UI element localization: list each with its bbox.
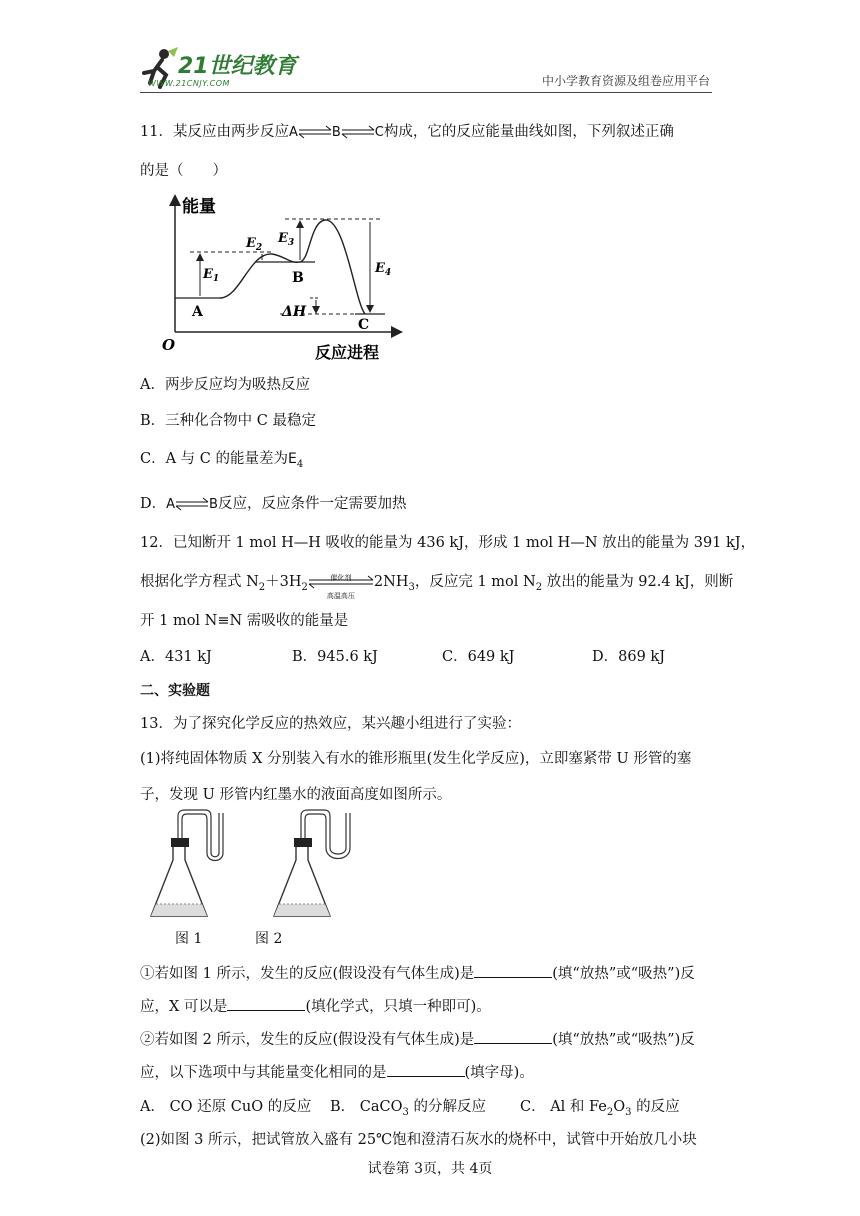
svg-text:E1: $E_1$ xyxy=(203,267,220,284)
figure-2-caption: 图 2 xyxy=(255,931,283,947)
q11-option-b: B．三种化合物中 C 最稳定 xyxy=(140,413,316,429)
reaction-arrow: 催化剂 高温高压 xyxy=(308,571,374,593)
q12-option-c: C．649 kJ xyxy=(442,649,515,665)
q11-option-d: D．A B反应，反应条件一定需要加热 xyxy=(140,496,407,512)
header-divider xyxy=(140,92,712,93)
q12-option-d: D．869 kJ xyxy=(592,649,666,665)
q11-stem-line2: 的是（ ） xyxy=(140,163,227,179)
logo xyxy=(140,45,310,93)
species-b: B xyxy=(331,125,341,140)
equilibrium-arrow-icon xyxy=(298,125,332,139)
x-axis-label: 反应进程 xyxy=(315,343,380,362)
q13-option-c: C． Al 和 $Fe_2O_3$ 的反应 xyxy=(520,1099,680,1118)
species-a: A xyxy=(288,125,298,140)
q11-option-a: A．两步反应均为吸热反应 xyxy=(140,377,310,393)
q12-option-b: B．945.6 kJ xyxy=(292,649,378,665)
answer-blank[interactable] xyxy=(474,963,552,978)
figure-1-caption: 图 1 xyxy=(175,931,203,947)
equilibrium-arrow-icon xyxy=(175,497,209,511)
page-footer: 试卷第 3页，共 4页 xyxy=(367,1161,493,1177)
q11-option-c: C．A 与 C 的能量差为$E_4$ xyxy=(140,451,304,470)
q12-line1: 12．已知断开 1 mol H—H 吸收的能量为 436 kJ，形成 1 mol H—N 放出的能量为 391 kJ， xyxy=(140,535,756,551)
q13-c1-line1: ①若如图 1 所示，发生的反应(假设没有气体生成)是 (填“放热”或“吸热”)反 xyxy=(140,963,695,985)
q13-c2-line2: 应，以下选项中与其能量变化相同的是 (填字母)。 xyxy=(140,1062,534,1084)
q13-c2-line1: ②若如图 2 所示，发生的反应(假设没有气体生成)是 (填“放热”或“吸热”)反 xyxy=(140,1029,695,1051)
q13-c1-line2: 应，X 可以是 (填化学式，只填一种即可)。 xyxy=(140,996,491,1018)
q13-p2-line1: (2)如图 3 所示，把试管放入盛有 25℃饱和澄清石灰水的烧杯中，试管中开始放几小块 xyxy=(140,1132,697,1148)
q13-p1-line1: (1)将纯固体物质 X 分别装入有水的锥形瓶里(发生化学反应)，立即塞紧带 U 形管的塞 xyxy=(140,751,692,767)
q12-line2: 根据化学方程式 $N_2+3H_2$ 催化剂 高温高压 $2NH_3$，反应完 1 mol $N_2$ 放出的能量为 92.4 kJ，则断 xyxy=(140,571,733,599)
answer-blank[interactable] xyxy=(474,1029,552,1044)
delta-h-label: ΔH xyxy=(282,304,307,320)
q13-stem: 13．为了探究化学反应的热效应，某兴趣小组进行了实验： xyxy=(140,716,521,732)
energy-curve xyxy=(220,220,365,314)
svg-text:E2: $E_2$ xyxy=(246,236,263,253)
q12-line3: 开 1 mol N≡N 需吸收的能量是 xyxy=(140,613,349,629)
q11-stem-line1: 11．某反应由两步反应A B C构成，它的反应能量曲线如图，下列叙述正确 xyxy=(140,124,674,140)
energy-diagram xyxy=(160,192,410,362)
q13-option-b: B． CaCO$_3$ 的分解反应 xyxy=(330,1099,486,1118)
svg-text:E3: $E_3$ xyxy=(278,231,295,248)
point-c-label: C xyxy=(358,317,370,333)
q13-option-a: A． CO 还原 CuO 的反应 xyxy=(140,1099,312,1115)
q13-p1-line2: 子，发现 U 形管内红墨水的液面高度如图所示。 xyxy=(140,787,452,803)
answer-blank[interactable] xyxy=(227,996,305,1011)
answer-blank[interactable] xyxy=(387,1062,465,1077)
logo-text: 21世纪教育 xyxy=(178,54,297,79)
origin-label: O xyxy=(162,336,176,354)
point-b-label: B xyxy=(292,270,304,286)
flask-figure-2 xyxy=(268,808,378,923)
flask-figure-1 xyxy=(145,808,255,923)
platform-name: 中小学教育资源及组卷应用平台 xyxy=(541,74,710,88)
q12-option-a: A．431 kJ xyxy=(140,649,212,665)
logo-url: WWW.21CNJY.COM xyxy=(148,79,230,88)
y-axis-label: 能量 xyxy=(182,197,216,217)
svg-text:E4: $E_4$ xyxy=(375,261,392,278)
point-a-label: A xyxy=(192,304,203,320)
section-title: 二、实验题 xyxy=(140,683,210,699)
equilibrium-arrow-icon xyxy=(341,125,375,139)
species-c: C xyxy=(374,125,384,140)
